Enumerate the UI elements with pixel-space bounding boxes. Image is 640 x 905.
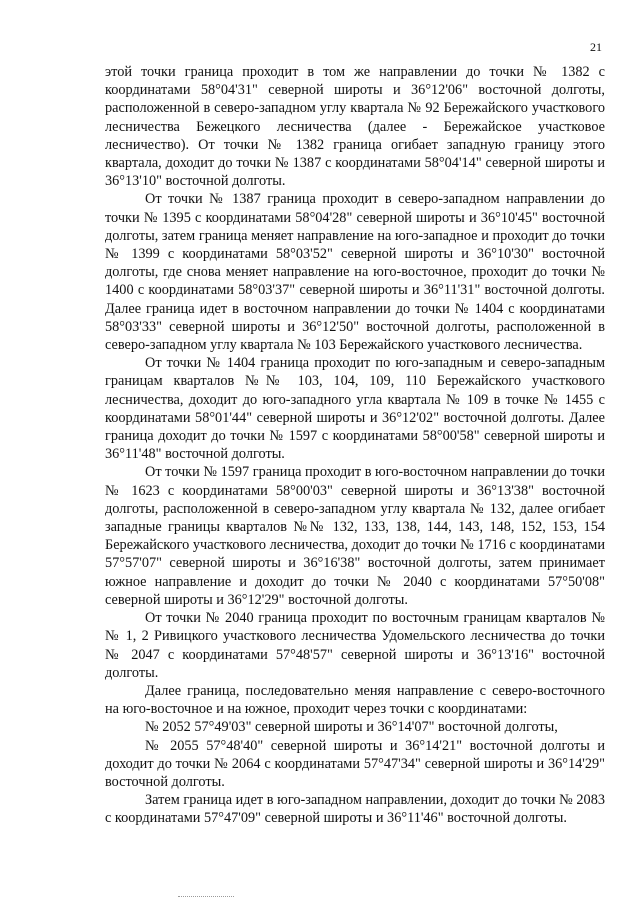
paragraph-5: От точки № 2040 граница проходит по восточным границам кварталов №№ 1, 2 Ривицкого участкового лесничества Удомельского лесничества до точки № 2047 с координатами 57°48'57" северной широты и 36°13'16" восточной долготы. (105, 610, 605, 681)
paragraph-9: Затем граница идет в юго-западном направлении, доходит до точки № 2083 с координатами 57°47'09" северной широты и 36°11'46" восточной долготы. (105, 792, 605, 827)
paragraph-2: От точки № 1387 граница проходит в северо-западном направлении до точки № 1395 с координатами 58°04'28" северной широты и 36°10'45" восточной долготы, затем граница меняет направление на юго-западное и проходит до точки № 1399 с координатами 58°03'52" северной широты и 36°10'30" восточной долготы, где снова меняет направление на юго-восточное, проходит до точки № 1400 с координатами 58°03'37" северной широты и 36°11'31" восточной долготы. Далее граница идет в восточном направлении до точки № 1404 с координатами 58°03'33" северной широты и 36°12'50" восточной долготы, расположенной в северо-западном углу квартала № 103 Бережайского участкового лесничества. (105, 191, 605, 354)
paragraph-3: От точки № 1404 граница проходит по юго-западным и северо-западным границам кварталов №№ 103, 104, 109, 110 Бережайского участкового лесничества, доходит до юго-западного угла квартала № 109 в точке № 1455 с координатами 58°01'44" северной широты и 36°12'02" восточной долготы. Далее граница доходит до точки № 1597 с координатами 58°00'58" северной широты и 36°11'48" восточной долготы. (105, 355, 605, 463)
page-number: 21 (590, 40, 602, 54)
paragraph-7: № 2052 57°49'03" северной широты и 36°14'07" восточной долготы, (145, 719, 558, 736)
document-body (105, 63, 605, 828)
footer-dotted-mark (178, 896, 234, 897)
paragraph-4: От точки № 1597 граница проходит в юго-восточном направлении до точки № 1623 с координатами 58°00'03" северной широты и 36°13'38" восточной долготы, расположенной в северо-западном углу квартала № 132, далее огибает западные границы кварталов №№ 132, 133, 138, 144, 143, 148, 152, 153, 154 Бережайского участкового лесничества, доходит до точки № 1716 с координатами 57°57'07" северной широты и 36°16'38" восточной долготы, затем принимает южное направление и доходит до точки № 2040 с координатами 57°50'08" северной широты и 36°12'29" восточной долготы. (105, 464, 605, 608)
paragraph-6: Далее граница, последовательно меняя направление с северо-восточного на юго-восточное и на южное, проходит через точки с координатами: (105, 682, 605, 718)
paragraph-8: № 2055 57°48'40" северной широты и 36°14'21" восточной долготы и доходит до точки № 2064 с координатами 57°47'34" северной широты и 36°14'29" восточной долготы. (105, 737, 605, 790)
paragraph-1: этой точки граница проходит в том же направлении до точки № 1382 с координатами 58°04'31" северной широты и 36°12'06" восточной долготы, расположенной в северо-западном углу квартала № 92 Бережайского участкового лесничества Бежецкого лесничества (далее - Бережайское участковое лесничество). От точки № 1382 граница огибает западную границу этого квартала, доходит до точки № 1387 с координатами 58°04'14" северной широты и 36°13'10" восточной долготы. (105, 64, 605, 190)
